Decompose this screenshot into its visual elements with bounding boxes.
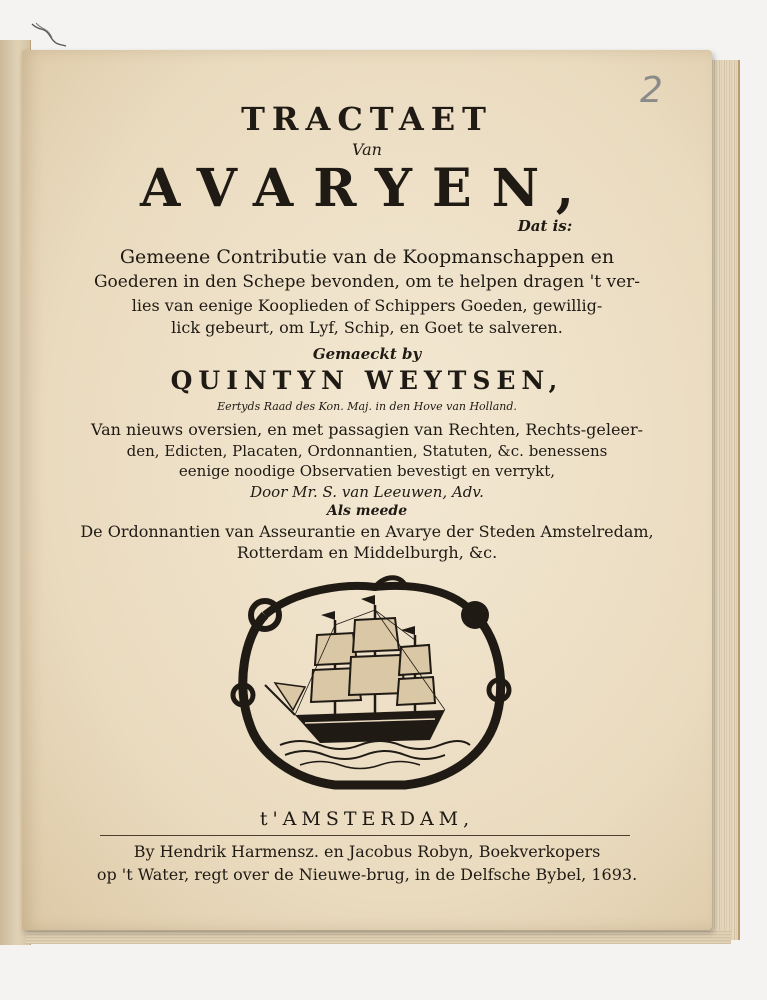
- description-line: Goederen in den Schepe bevonden, om te helpen dragen 't ver-: [93, 272, 641, 292]
- author-name: QUINTYN WEYTSEN,: [170, 366, 564, 395]
- imprint-line: By Hendrik Harmensz. en Jacobus Robyn, Boekverkopers: [133, 842, 601, 861]
- description-line: Gemeene Contributie van de Koopmanschappen en: [119, 246, 615, 268]
- title-datis: Dat is:: [517, 217, 573, 235]
- book-bottom-edges: [26, 930, 731, 944]
- title-van: Van: [352, 140, 382, 159]
- description-line: lick gebeurt, om Lyf, Schip, en Goet te salveren.: [171, 318, 563, 337]
- imprint-line: op 't Water, regt over de Nieuwe-brug, in de Delfsche Bybel, 1693.: [96, 865, 638, 884]
- ordinances-line: Rotterdam en Middelburgh, &c.: [236, 543, 498, 562]
- revision-line: den, Edicten, Placaten, Ordonnantien, Statuten, &c. benessens: [126, 442, 608, 460]
- imprint-rule: [100, 835, 630, 836]
- title-line: TRACTAET: [241, 100, 493, 138]
- ordinances-line: De Ordonnantien van Asseurantie en Avarye der Steden Amstelredam,: [80, 522, 654, 541]
- author-role: Eertyds Raad des Kon. Maj. in den Hove van Holland.: [217, 400, 517, 413]
- pencil-note: 2: [640, 70, 663, 111]
- als-mede: Als meede: [326, 503, 408, 519]
- revision-line: eenige noodige Observatien bevestigt en verrykt,: [178, 462, 556, 480]
- description-line: lies van eenige Kooplieden of Schippers Goeden, gewillig-: [131, 296, 603, 315]
- made-by: Gemaeckt by: [312, 345, 422, 363]
- title-main: AVARYEN,: [140, 158, 594, 219]
- revision-line: Van nieuws oversien, en met passagien van Rechten, Rechts-geleer-: [90, 420, 643, 439]
- thread-icon: [30, 22, 68, 48]
- editor-line: Door Mr. S. van Leeuwen, Adv.: [250, 483, 484, 501]
- imprint-city: t'AMSTERDAM,: [259, 808, 475, 830]
- ship-vignette-icon: [225, 575, 515, 790]
